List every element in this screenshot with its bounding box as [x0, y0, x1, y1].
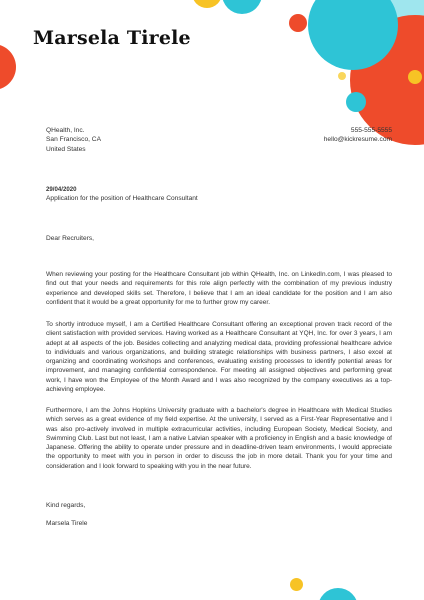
- applicant-name: Marsela Tirele: [33, 27, 191, 49]
- decorative-circle-red-left: [0, 44, 16, 90]
- decorative-circle-blue-top: [222, 0, 262, 14]
- sender-email: hello@kickresume.com: [323, 136, 392, 144]
- sender-contact: [324, 126, 392, 145]
- decorative-circle-blue-medium: [346, 92, 366, 112]
- letter-subject: Application for the position of Healthcare Consultant: [46, 195, 198, 202]
- letter-closing: Kind regards,: [46, 502, 86, 509]
- recipient-country: United States: [46, 145, 86, 153]
- decorative-circle-red-small: [289, 14, 307, 32]
- recipient-address: [46, 126, 101, 154]
- letter-salutation: Dear Recruiters,: [46, 235, 95, 242]
- letter-paragraph-2: To shortly introduce myself, I am a Certified Healthcare Consultant offering an exceptional proven track record of the client satisfaction with provided services. Having worked as a Healthcare Consultant at YQH, Inc. for over 3 years, I am adept at all aspects of the job. Besides collecting and analyzing medical data, providing professional healthcare advice to individuals and various organizations, and building strategic relationships with business partners, I also excel at organizing and coordinating workshops and conferences, evaluating existing processes to identify potential areas for improvement, and managing confidential correspondence. For meeting all assigned objectives and performing great work, I have won the Employee of the Month Award and I was also recognized by the company executives as a top-achieving employee.: [46, 321, 392, 394]
- decorative-circle-yellow-bottom: [290, 578, 303, 591]
- sender-phone: 555-555-5555: [350, 127, 392, 134]
- letter-date: 29/04/2020: [46, 186, 77, 193]
- recipient-company: QHealth, Inc.: [46, 127, 85, 134]
- recipient-city: San Francisco, CA: [46, 136, 101, 144]
- decorative-circle-yellow-right: [408, 70, 422, 84]
- decorative-circle-yellow-tiny: [338, 72, 346, 80]
- decorative-circle-blue-bottom: [318, 588, 358, 600]
- letter-signature: Marsela Tirele: [46, 520, 88, 527]
- letter-paragraph-1: When reviewing your posting for the Healthcare Consultant job within QHealth, Inc. on LinkedIn.com, I was pleased to find out that your needs and requirements for this role align perfectly with the combination of my previous industry experience and developed skills set. Therefore, I believe that I am an ideal candidate for the position and I am also confident that it would be a great opportunity for me to further grow my career.: [46, 271, 392, 306]
- decorative-circle-yellow-top: [192, 0, 222, 8]
- letter-paragraph-3: Furthermore, I am the Johns Hopkins University graduate with a bachelor's degree in Healthcare with Medical Studies which serves as a great evidence of my field expertise. At the university, I served as a First-Year Representative and I was also pro-actively involved in multiple extracurricular activities, including European Society, Medical Society, and Swimming Club. Last but not least, I am a native Latvian speaker with a proficiency in English and a basic knowledge of Japanese. Offering the ability to operate under pressure and in deadline-driven team environments, I would appreciate the opportunity to meet with you in person in order to discuss the job in more detail. Thank you for your time and consideration and I look forward to speaking with you in the near future.: [46, 407, 392, 470]
